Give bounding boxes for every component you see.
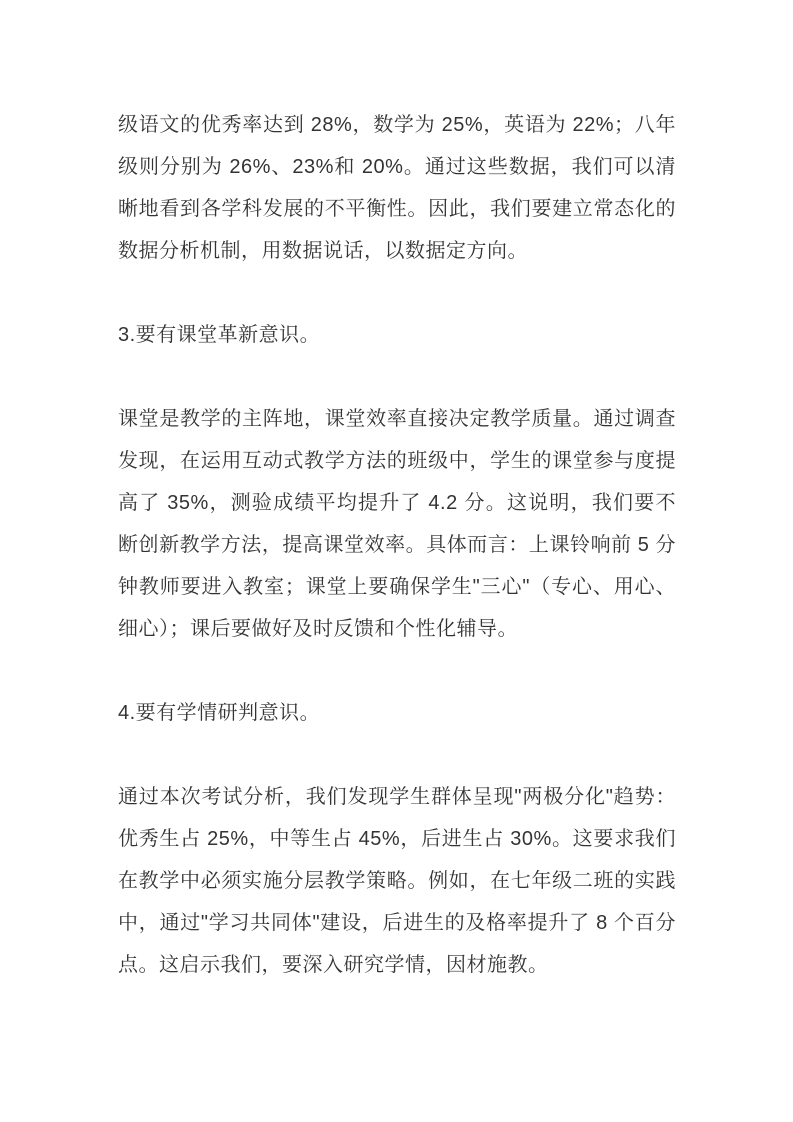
heading-section-4-student-analysis: 4.要有学情研判意识。 [118,702,321,724]
paragraph-polarization-trend: 通过本次考试分析，我们发现学生群体呈现"两极分化"趋势：优秀生占 25%，中等生占 45%，后进生占 30%。这要求我们在教学中必须实施分层教学策略。例如，在七年级二班的实践中，通过"学习共同体"建设，后进生的及格率提升了 8 个百分点。这启示我们，要深入研究学情，因材施教。 [118,786,676,976]
heading-section-3-classroom-innovation: 3.要有课堂革新意识。 [118,324,321,346]
paragraph-subject-excellence-rates: 级语文的优秀率达到 28%，数学为 25%，英语为 22%；八年级则分别为 26%、23%和 20%。通过这些数据，我们可以清晰地看到各学科发展的不平衡性。因此，我们要建立常态化的数据分析机制，用数据说话，以数据定方向。 [118,114,676,262]
paragraph-classroom-efficiency: 课堂是教学的主阵地，课堂效率直接决定教学质量。通过调查发现，在运用互动式教学方法的班级中，学生的课堂参与度提高了 35%，测验成绩平均提升了 4.2 分。这说明，我们要不断创新教学方法，提高课堂效率。具体而言：上课铃响前 5 分钟教师要进入教室；课堂上要确保学生"三心"（专心、用心、细心）；课后要做好及时反馈和个性化辅导。 [118,408,676,640]
